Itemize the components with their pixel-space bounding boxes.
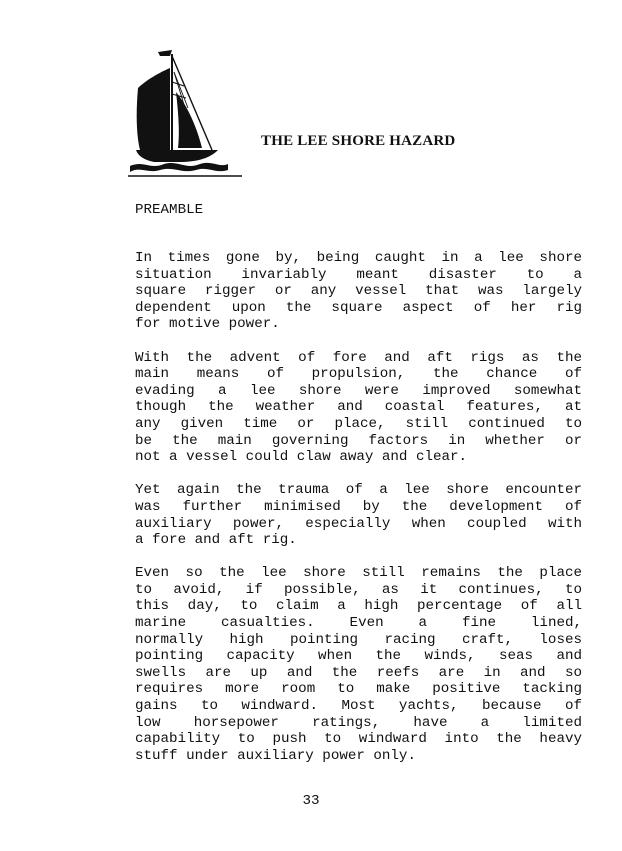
paragraph-2 — [135, 350, 582, 466]
text-line: stuff under auxiliary power only. — [135, 747, 416, 764]
text-line: capability to push to windward into the heavy — [135, 731, 582, 748]
text-line: dependent upon the square aspect of her rig — [135, 299, 582, 316]
text-line: normally high pointing racing craft, loses — [135, 631, 582, 648]
text-line: situation invariably meant disaster to a — [135, 266, 582, 283]
text-line: be the main governing factors in whether or — [135, 432, 582, 449]
text-line: requires more room to make positive tacking — [135, 681, 582, 698]
sailing-ship-icon — [128, 48, 244, 182]
text-line: evading a lee shore were improved somewhat — [135, 382, 582, 399]
text-line: Yet again the trauma of a lee shore encounter — [135, 482, 582, 499]
page-heading: THE LEE SHORE HAZARD — [261, 133, 456, 149]
text-line: not a vessel could claw away and clear. — [135, 449, 468, 466]
text-line: was further minimised by the development of — [135, 498, 582, 515]
text-line: auxiliary power, especially when coupled with — [135, 515, 582, 532]
text-line: low horsepower ratings, have a limited — [135, 714, 582, 731]
paragraph-4 — [135, 565, 582, 764]
text-line: for motive power. — [135, 316, 280, 333]
page-number: 33 — [302, 793, 320, 809]
text-line: a fore and aft rig. — [135, 532, 297, 549]
text-line: main means of propulsion, the chance of — [135, 366, 582, 383]
text-line: Even so the lee shore still remains the place — [135, 565, 582, 582]
text-line: to avoid, if possible, as it continues, to — [135, 581, 582, 598]
section-label: PREAMBLE — [135, 202, 204, 218]
text-line: square rigger or any vessel that was largely — [135, 283, 582, 300]
text-line: pointing capacity when the winds, seas and — [135, 648, 582, 665]
text-line: this day, to claim a high percentage of all — [135, 598, 582, 615]
text-line: any given time or place, still continued to — [135, 415, 582, 432]
body-text — [135, 250, 582, 781]
paragraph-1 — [135, 250, 582, 333]
paragraph-3 — [135, 482, 582, 548]
text-line: gains to windward. Most yachts, because of — [135, 698, 582, 715]
text-line: marine casualties. Even a fine lined, — [135, 615, 582, 632]
text-line: In times gone by, being caught in a lee shore — [135, 250, 582, 266]
text-line: swells are up and the reefs are in and so — [135, 664, 582, 681]
text-line: With the advent of fore and aft rigs as the — [135, 349, 582, 366]
text-line: though the weather and coastal features, at — [135, 399, 582, 416]
